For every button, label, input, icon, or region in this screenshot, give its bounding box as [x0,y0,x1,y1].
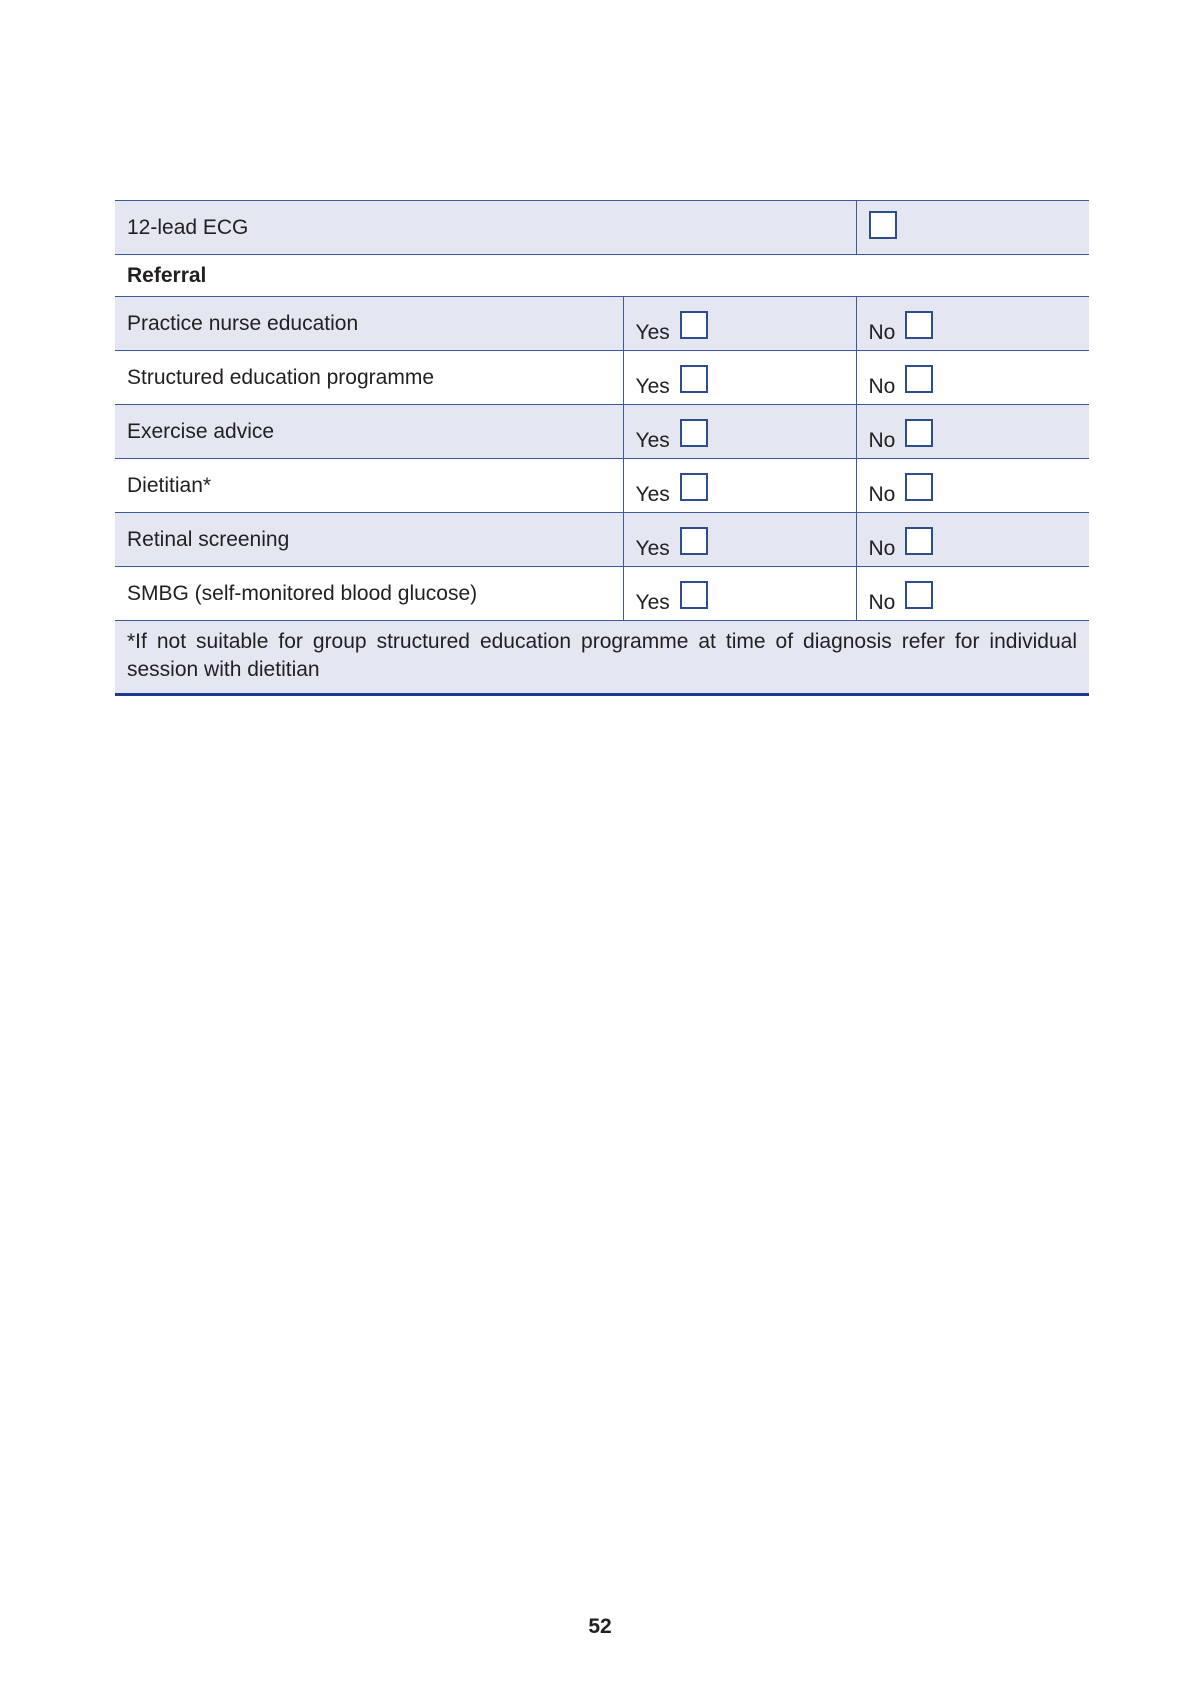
yes-cell [623,405,856,459]
yes-label: Yes [635,428,670,452]
footnote-row [115,621,1089,695]
row-label: Structured education programme [115,351,623,405]
yes-checkbox[interactable] [680,365,708,393]
table-row [115,351,1089,405]
ecg-row [115,201,1089,255]
yes-checkbox[interactable] [680,581,708,609]
row-label: Dietitian* [115,459,623,513]
table-row [115,567,1089,621]
page-number: 52 [588,1615,612,1638]
no-checkbox[interactable] [905,581,933,609]
yes-cell [623,351,856,405]
table-row [115,297,1089,351]
referral-section-row [115,255,1089,297]
yes-label: Yes [635,482,670,506]
row-label: SMBG (self-monitored blood glucose) [115,567,623,621]
footnote-text: *If not suitable for group structured education programme at time of diagnosis refer for individual session with dietitian [115,621,1089,695]
yes-checkbox[interactable] [680,473,708,501]
no-cell [856,567,1089,621]
no-cell [856,297,1089,351]
yes-checkbox[interactable] [680,311,708,339]
row-label: Retinal screening [115,513,623,567]
no-checkbox[interactable] [905,527,933,555]
table-row [115,405,1089,459]
no-label: No [868,428,896,452]
ecg-checkbox[interactable] [869,211,897,239]
no-label: No [868,590,896,614]
yes-label: Yes [635,320,670,344]
row-label: Practice nurse education [115,297,623,351]
no-label: No [868,536,896,560]
no-cell [856,405,1089,459]
ecg-label: 12-lead ECG [115,201,856,255]
referral-checklist-table [115,200,1089,696]
no-checkbox[interactable] [905,311,933,339]
yes-checkbox[interactable] [680,527,708,555]
no-label: No [868,482,896,506]
table-row [115,513,1089,567]
yes-checkbox[interactable] [680,419,708,447]
yes-cell [623,459,856,513]
no-label: No [868,374,896,398]
no-checkbox[interactable] [905,473,933,501]
yes-cell [623,297,856,351]
no-label: No [868,320,896,344]
no-cell [856,351,1089,405]
no-cell [856,459,1089,513]
ecg-checkbox-cell [856,201,1089,255]
yes-label: Yes [635,374,670,398]
row-label: Exercise advice [115,405,623,459]
yes-cell [623,567,856,621]
yes-cell [623,513,856,567]
no-checkbox[interactable] [905,365,933,393]
no-checkbox[interactable] [905,419,933,447]
yes-label: Yes [635,590,670,614]
no-cell [856,513,1089,567]
table-row [115,459,1089,513]
section-title: Referral [115,255,1089,297]
yes-label: Yes [635,536,670,560]
